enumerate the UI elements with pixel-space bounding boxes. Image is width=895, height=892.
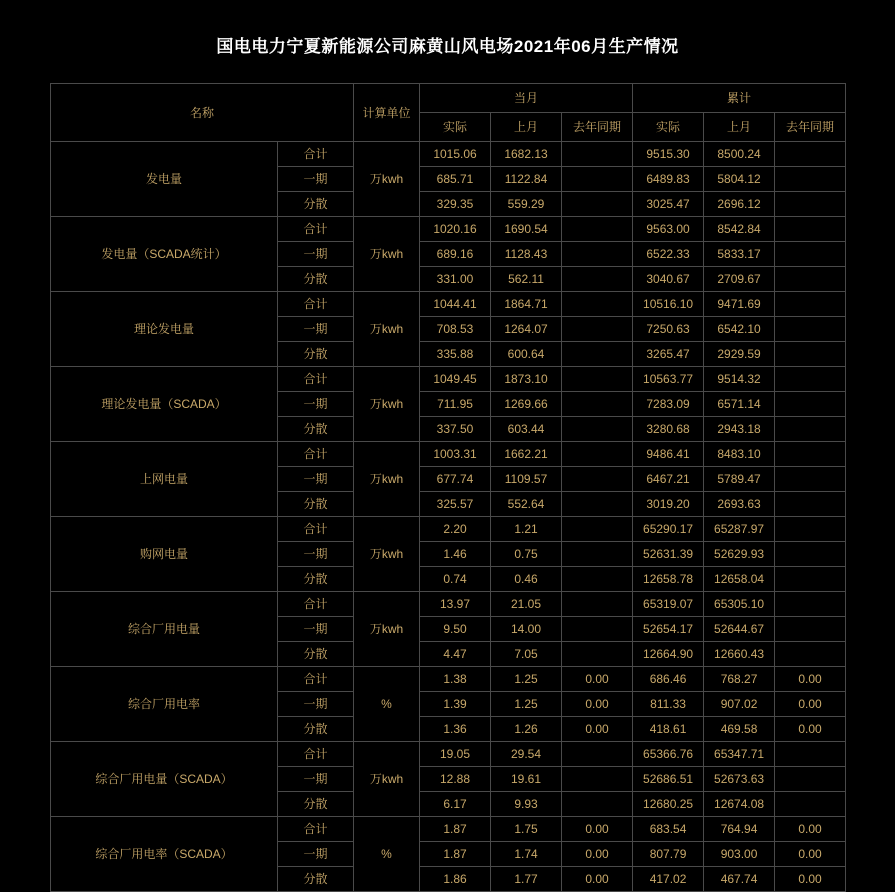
table-row	[51, 517, 846, 542]
cell-cur-last: 559.29	[491, 192, 562, 217]
cell-cum-actual: 9563.00	[633, 217, 704, 242]
header-unit: 计算单位	[354, 84, 420, 142]
cell-cur-actual: 1.38	[420, 667, 491, 692]
cell-cur-actual: 0.74	[420, 567, 491, 592]
cell-cur-actual: 711.95	[420, 392, 491, 417]
cell-cum-actual: 12658.78	[633, 567, 704, 592]
cell-cur-last: 1122.84	[491, 167, 562, 192]
row-subcategory: 合计	[278, 667, 354, 692]
cell-cum-actual: 65366.76	[633, 742, 704, 767]
cell-cum-actual: 9486.41	[633, 442, 704, 467]
page-title: 国电电力宁夏新能源公司麻黄山风电场2021年06月生产情况	[216, 37, 679, 56]
cell-cur-yoy	[562, 267, 633, 292]
cell-cur-last: 21.05	[491, 592, 562, 617]
cell-cum-actual: 3265.47	[633, 342, 704, 367]
cell-cum-yoy	[775, 767, 846, 792]
cell-cum-last: 9514.32	[704, 367, 775, 392]
row-subcategory: 一期	[278, 317, 354, 342]
row-group-name: 发电量（SCADA统计）	[51, 217, 278, 292]
row-subcategory: 一期	[278, 167, 354, 192]
cell-cum-actual: 3040.67	[633, 267, 704, 292]
table-row	[51, 742, 846, 767]
cell-cur-actual: 2.20	[420, 517, 491, 542]
cell-cur-actual: 19.05	[420, 742, 491, 767]
row-subcategory: 分散	[278, 792, 354, 817]
cell-cum-last: 8500.24	[704, 142, 775, 167]
table-row	[51, 142, 846, 167]
cell-cur-last: 1662.21	[491, 442, 562, 467]
cell-cum-last: 2696.12	[704, 192, 775, 217]
cell-cur-yoy: 0.00	[562, 667, 633, 692]
cell-cur-actual: 4.47	[420, 642, 491, 667]
row-subcategory: 分散	[278, 567, 354, 592]
cell-cur-actual: 1.86	[420, 867, 491, 892]
cell-cum-yoy	[775, 792, 846, 817]
row-subcategory: 合计	[278, 742, 354, 767]
cell-cum-last: 52629.93	[704, 542, 775, 567]
cell-cum-yoy	[775, 317, 846, 342]
cell-cur-yoy	[562, 742, 633, 767]
cell-cum-yoy	[775, 617, 846, 642]
row-subcategory: 分散	[278, 867, 354, 892]
row-subcategory: 一期	[278, 242, 354, 267]
row-unit: 万kwh	[354, 592, 420, 667]
row-group-name: 综合厂用电率（SCADA）	[51, 817, 278, 892]
header-current-last-month: 上月	[491, 113, 562, 142]
cell-cum-yoy: 0.00	[775, 842, 846, 867]
cell-cum-actual: 7250.63	[633, 317, 704, 342]
cell-cur-yoy: 0.00	[562, 817, 633, 842]
row-group-name: 上网电量	[51, 442, 278, 517]
cell-cum-yoy	[775, 292, 846, 317]
cell-cur-last: 1.21	[491, 517, 562, 542]
cell-cum-yoy	[775, 392, 846, 417]
cell-cum-actual: 9515.30	[633, 142, 704, 167]
cell-cum-yoy: 0.00	[775, 667, 846, 692]
cell-cur-last: 1.26	[491, 717, 562, 742]
cell-cur-yoy	[562, 517, 633, 542]
row-group-name: 理论发电量（SCADA）	[51, 367, 278, 442]
cell-cum-actual: 3280.68	[633, 417, 704, 442]
cell-cum-last: 12674.08	[704, 792, 775, 817]
cell-cur-yoy	[562, 392, 633, 417]
cell-cum-yoy	[775, 342, 846, 367]
cell-cum-last: 52644.67	[704, 617, 775, 642]
cell-cur-actual: 1.46	[420, 542, 491, 567]
cell-cur-actual: 708.53	[420, 317, 491, 342]
cell-cur-yoy	[562, 342, 633, 367]
cell-cur-yoy: 0.00	[562, 842, 633, 867]
row-subcategory: 一期	[278, 392, 354, 417]
cell-cur-yoy: 0.00	[562, 717, 633, 742]
cell-cur-yoy	[562, 617, 633, 642]
cell-cum-actual: 12680.25	[633, 792, 704, 817]
cell-cur-yoy	[562, 567, 633, 592]
cell-cur-last: 7.05	[491, 642, 562, 667]
table-row	[51, 592, 846, 617]
row-subcategory: 分散	[278, 492, 354, 517]
row-subcategory: 分散	[278, 192, 354, 217]
cell-cur-last: 1690.54	[491, 217, 562, 242]
table-row	[51, 367, 846, 392]
cell-cum-last: 65287.97	[704, 517, 775, 542]
cell-cum-actual: 807.79	[633, 842, 704, 867]
cell-cum-yoy	[775, 517, 846, 542]
cell-cur-last: 1269.66	[491, 392, 562, 417]
row-group-name: 理论发电量	[51, 292, 278, 367]
cell-cum-yoy	[775, 242, 846, 267]
cell-cur-actual: 677.74	[420, 467, 491, 492]
row-subcategory: 分散	[278, 642, 354, 667]
cell-cur-yoy	[562, 542, 633, 567]
cell-cum-last: 764.94	[704, 817, 775, 842]
cell-cum-last: 5804.12	[704, 167, 775, 192]
cell-cum-actual: 10516.10	[633, 292, 704, 317]
header-cumulative: 累计	[633, 84, 846, 113]
cell-cum-actual: 3025.47	[633, 192, 704, 217]
header-row-1	[51, 84, 846, 113]
cell-cur-yoy	[562, 417, 633, 442]
cell-cur-yoy	[562, 367, 633, 392]
row-subcategory: 合计	[278, 367, 354, 392]
header-current-yoy: 去年同期	[562, 113, 633, 142]
cell-cur-actual: 1049.45	[420, 367, 491, 392]
cell-cum-actual: 52654.17	[633, 617, 704, 642]
cell-cum-last: 9471.69	[704, 292, 775, 317]
cell-cum-actual: 52686.51	[633, 767, 704, 792]
row-subcategory: 一期	[278, 542, 354, 567]
cell-cur-last: 552.64	[491, 492, 562, 517]
cell-cum-yoy	[775, 142, 846, 167]
cell-cur-last: 14.00	[491, 617, 562, 642]
row-subcategory: 合计	[278, 592, 354, 617]
cell-cur-actual: 331.00	[420, 267, 491, 292]
cell-cum-actual: 6467.21	[633, 467, 704, 492]
cell-cum-last: 5789.47	[704, 467, 775, 492]
cell-cur-actual: 1003.31	[420, 442, 491, 467]
table-header	[51, 84, 846, 142]
cell-cum-yoy	[775, 542, 846, 567]
cell-cur-yoy	[562, 142, 633, 167]
header-current-month: 当月	[420, 84, 633, 113]
cell-cur-actual: 325.57	[420, 492, 491, 517]
cell-cum-actual: 52631.39	[633, 542, 704, 567]
cell-cum-actual: 417.02	[633, 867, 704, 892]
cell-cur-actual: 689.16	[420, 242, 491, 267]
cell-cum-last: 65347.71	[704, 742, 775, 767]
cell-cum-actual: 10563.77	[633, 367, 704, 392]
cell-cur-last: 0.46	[491, 567, 562, 592]
row-subcategory: 分散	[278, 342, 354, 367]
cell-cur-actual: 1020.16	[420, 217, 491, 242]
cell-cum-last: 6571.14	[704, 392, 775, 417]
cell-cur-actual: 1015.06	[420, 142, 491, 167]
cell-cur-last: 1682.13	[491, 142, 562, 167]
cell-cum-last: 52673.63	[704, 767, 775, 792]
row-subcategory: 分散	[278, 267, 354, 292]
cell-cur-actual: 685.71	[420, 167, 491, 192]
cell-cum-yoy	[775, 567, 846, 592]
cell-cur-actual: 12.88	[420, 767, 491, 792]
cell-cum-yoy	[775, 167, 846, 192]
cell-cum-actual: 686.46	[633, 667, 704, 692]
cell-cum-last: 6542.10	[704, 317, 775, 342]
row-unit: 万kwh	[354, 292, 420, 367]
cell-cum-yoy: 0.00	[775, 692, 846, 717]
row-group-name: 购网电量	[51, 517, 278, 592]
cell-cum-last: 469.58	[704, 717, 775, 742]
cell-cur-yoy	[562, 642, 633, 667]
cell-cum-actual: 7283.09	[633, 392, 704, 417]
row-subcategory: 一期	[278, 617, 354, 642]
row-subcategory: 合计	[278, 142, 354, 167]
cell-cum-last: 12658.04	[704, 567, 775, 592]
cell-cur-last: 1.77	[491, 867, 562, 892]
cell-cum-last: 2693.63	[704, 492, 775, 517]
cell-cum-last: 768.27	[704, 667, 775, 692]
cell-cur-yoy	[562, 242, 633, 267]
cell-cum-last: 12660.43	[704, 642, 775, 667]
cell-cum-actual: 12664.90	[633, 642, 704, 667]
cell-cum-actual: 6522.33	[633, 242, 704, 267]
cell-cur-last: 1.74	[491, 842, 562, 867]
cell-cur-last: 0.75	[491, 542, 562, 567]
cell-cur-actual: 9.50	[420, 617, 491, 642]
cell-cur-yoy	[562, 217, 633, 242]
row-subcategory: 合计	[278, 292, 354, 317]
cell-cur-last: 600.64	[491, 342, 562, 367]
cell-cur-last: 29.54	[491, 742, 562, 767]
report-table-wrapper	[50, 83, 845, 892]
row-group-name: 综合厂用电量	[51, 592, 278, 667]
cell-cum-last: 903.00	[704, 842, 775, 867]
cell-cur-last: 1.75	[491, 817, 562, 842]
cell-cur-yoy	[562, 467, 633, 492]
cell-cum-yoy	[775, 192, 846, 217]
cell-cur-actual: 1.39	[420, 692, 491, 717]
header-current-actual: 实际	[420, 113, 491, 142]
cell-cur-actual: 13.97	[420, 592, 491, 617]
cell-cum-last: 65305.10	[704, 592, 775, 617]
cell-cur-actual: 1.87	[420, 817, 491, 842]
cell-cum-yoy	[775, 742, 846, 767]
cell-cum-yoy	[775, 442, 846, 467]
cell-cur-last: 1873.10	[491, 367, 562, 392]
cell-cum-last: 8542.84	[704, 217, 775, 242]
row-subcategory: 合计	[278, 217, 354, 242]
cell-cum-actual: 6489.83	[633, 167, 704, 192]
row-unit: 万kwh	[354, 217, 420, 292]
header-name: 名称	[51, 84, 354, 142]
cell-cum-yoy	[775, 417, 846, 442]
cell-cum-actual: 811.33	[633, 692, 704, 717]
cell-cur-actual: 337.50	[420, 417, 491, 442]
row-unit: 万kwh	[354, 442, 420, 517]
row-subcategory: 合计	[278, 517, 354, 542]
cell-cum-yoy: 0.00	[775, 817, 846, 842]
cell-cum-actual: 418.61	[633, 717, 704, 742]
row-subcategory: 一期	[278, 842, 354, 867]
cell-cum-last: 2943.18	[704, 417, 775, 442]
cell-cum-last: 467.74	[704, 867, 775, 892]
cell-cum-yoy	[775, 267, 846, 292]
cell-cum-yoy	[775, 367, 846, 392]
cell-cur-yoy	[562, 192, 633, 217]
cell-cur-last: 1264.07	[491, 317, 562, 342]
cell-cur-actual: 329.35	[420, 192, 491, 217]
table-row	[51, 667, 846, 692]
cell-cur-yoy	[562, 792, 633, 817]
row-subcategory: 分散	[278, 417, 354, 442]
table-row	[51, 817, 846, 842]
table-row	[51, 217, 846, 242]
cell-cum-actual: 3019.20	[633, 492, 704, 517]
table-row	[51, 442, 846, 467]
cell-cur-actual: 1.36	[420, 717, 491, 742]
header-cumulative-last-month: 上月	[704, 113, 775, 142]
cell-cur-last: 1128.43	[491, 242, 562, 267]
cell-cum-yoy	[775, 592, 846, 617]
cell-cur-yoy	[562, 317, 633, 342]
cell-cum-actual: 65290.17	[633, 517, 704, 542]
row-unit: %	[354, 817, 420, 892]
cell-cur-yoy	[562, 767, 633, 792]
cell-cur-actual: 335.88	[420, 342, 491, 367]
cell-cum-yoy: 0.00	[775, 717, 846, 742]
row-subcategory: 一期	[278, 767, 354, 792]
table-row	[51, 292, 846, 317]
cell-cum-yoy	[775, 217, 846, 242]
row-unit: 万kwh	[354, 367, 420, 442]
row-unit: 万kwh	[354, 742, 420, 817]
cell-cur-yoy	[562, 292, 633, 317]
cell-cur-yoy	[562, 592, 633, 617]
row-group-name: 综合厂用电量（SCADA）	[51, 742, 278, 817]
cell-cum-last: 2929.59	[704, 342, 775, 367]
cell-cum-last: 5833.17	[704, 242, 775, 267]
cell-cur-last: 1109.57	[491, 467, 562, 492]
row-subcategory: 分散	[278, 717, 354, 742]
cell-cur-last: 1864.71	[491, 292, 562, 317]
cell-cur-yoy: 0.00	[562, 692, 633, 717]
table-body	[51, 142, 846, 892]
row-subcategory: 合计	[278, 442, 354, 467]
row-subcategory: 合计	[278, 817, 354, 842]
row-unit: 万kwh	[354, 517, 420, 592]
cell-cur-yoy	[562, 167, 633, 192]
cell-cur-actual: 1044.41	[420, 292, 491, 317]
cell-cum-yoy	[775, 492, 846, 517]
cell-cur-actual: 1.87	[420, 842, 491, 867]
cell-cum-actual: 65319.07	[633, 592, 704, 617]
cell-cur-last: 562.11	[491, 267, 562, 292]
cell-cur-last: 19.61	[491, 767, 562, 792]
cell-cum-yoy	[775, 642, 846, 667]
row-unit: 万kwh	[354, 142, 420, 217]
row-group-name: 发电量	[51, 142, 278, 217]
cell-cur-last: 1.25	[491, 692, 562, 717]
cell-cum-last: 907.02	[704, 692, 775, 717]
cell-cum-last: 8483.10	[704, 442, 775, 467]
cell-cur-last: 603.44	[491, 417, 562, 442]
header-cumulative-yoy: 去年同期	[775, 113, 846, 142]
header-cumulative-actual: 实际	[633, 113, 704, 142]
cell-cum-actual: 683.54	[633, 817, 704, 842]
cell-cum-last: 2709.67	[704, 267, 775, 292]
row-group-name: 综合厂用电率	[51, 667, 278, 742]
cell-cur-yoy	[562, 492, 633, 517]
cell-cum-yoy: 0.00	[775, 867, 846, 892]
cell-cur-last: 1.25	[491, 667, 562, 692]
cell-cur-last: 9.93	[491, 792, 562, 817]
cell-cur-yoy: 0.00	[562, 867, 633, 892]
production-report-table	[50, 83, 846, 892]
row-unit: %	[354, 667, 420, 742]
row-subcategory: 一期	[278, 692, 354, 717]
row-subcategory: 一期	[278, 467, 354, 492]
cell-cur-actual: 6.17	[420, 792, 491, 817]
cell-cur-yoy	[562, 442, 633, 467]
cell-cum-yoy	[775, 467, 846, 492]
